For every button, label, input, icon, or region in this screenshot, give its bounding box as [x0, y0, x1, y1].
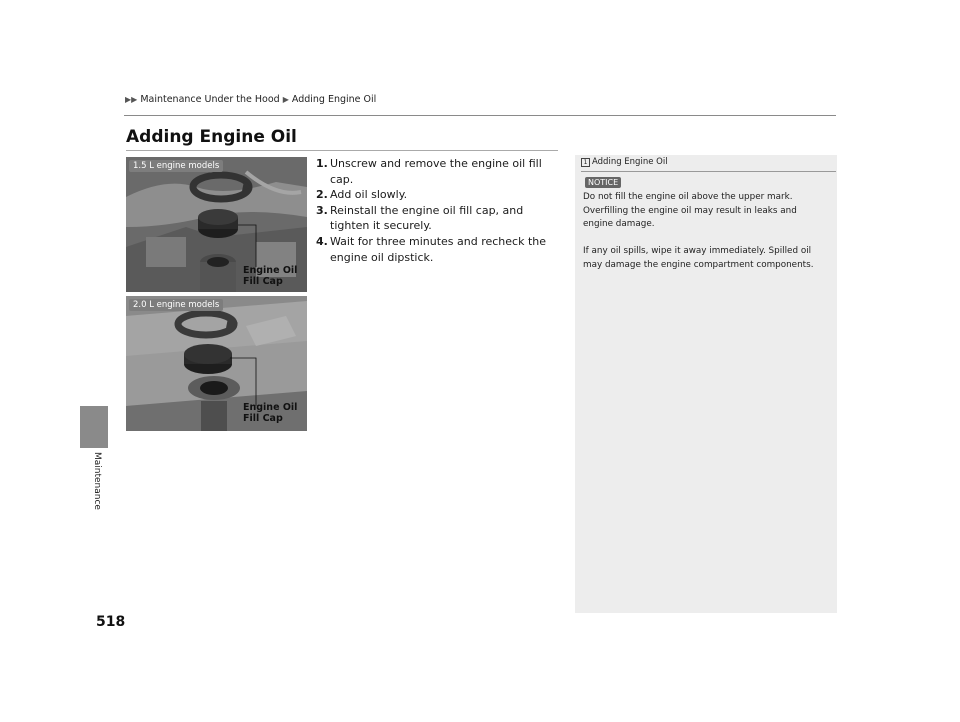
breadcrumb-item-current: Adding Engine Oil: [291, 94, 377, 105]
title-divider: [126, 150, 558, 151]
step-item: 4. Wait for three minutes and recheck the engine oil dipstick.: [316, 234, 547, 264]
notice-badge: NOTICE: [585, 177, 621, 188]
note-divider: [581, 171, 836, 172]
breadcrumb-item-maintenance[interactable]: Maintenance Under the Hood: [140, 94, 280, 105]
section-label: Maintenance: [92, 452, 102, 510]
breadcrumb: [124, 94, 376, 105]
note-paragraph: Do not fill the engine oil above the upper mark. Overfilling the engine oil may result in leaks and engine damage.: [583, 192, 797, 229]
page-title: Adding Engine Oil: [126, 127, 297, 147]
callout-label: Engine Oil Fill Cap: [243, 402, 298, 424]
figure-tag: 1.5 L engine models: [129, 160, 223, 172]
step-item: 1. Unscrew and remove the engine oil fill cap.: [316, 157, 542, 186]
figure-2-0l-engine: [126, 296, 307, 431]
header-divider: [124, 115, 836, 116]
note-paragraph: If any oil spills, wipe it away immediately. Spilled oil may damage the engine compartment components.: [583, 246, 814, 270]
figure-1-5l-engine: [126, 157, 307, 292]
breadcrumb-arrow-icon: ▶▶: [125, 95, 138, 104]
callout-label: Engine Oil Fill Cap: [243, 265, 298, 287]
procedure-steps: [316, 156, 566, 265]
breadcrumb-arrow-icon: ▶: [282, 95, 289, 104]
step-item: 3. Reinstall the engine oil fill cap, and tighten it securely.: [316, 203, 524, 233]
reference-icon: 1: [581, 158, 590, 167]
section-tab-marker: [80, 406, 108, 448]
note-heading: 1 Adding Engine Oil: [581, 157, 668, 167]
step-item: 2. Add oil slowly.: [316, 188, 408, 202]
figure-tag: 2.0 L engine models: [129, 299, 223, 311]
page-number: 518: [96, 614, 126, 630]
